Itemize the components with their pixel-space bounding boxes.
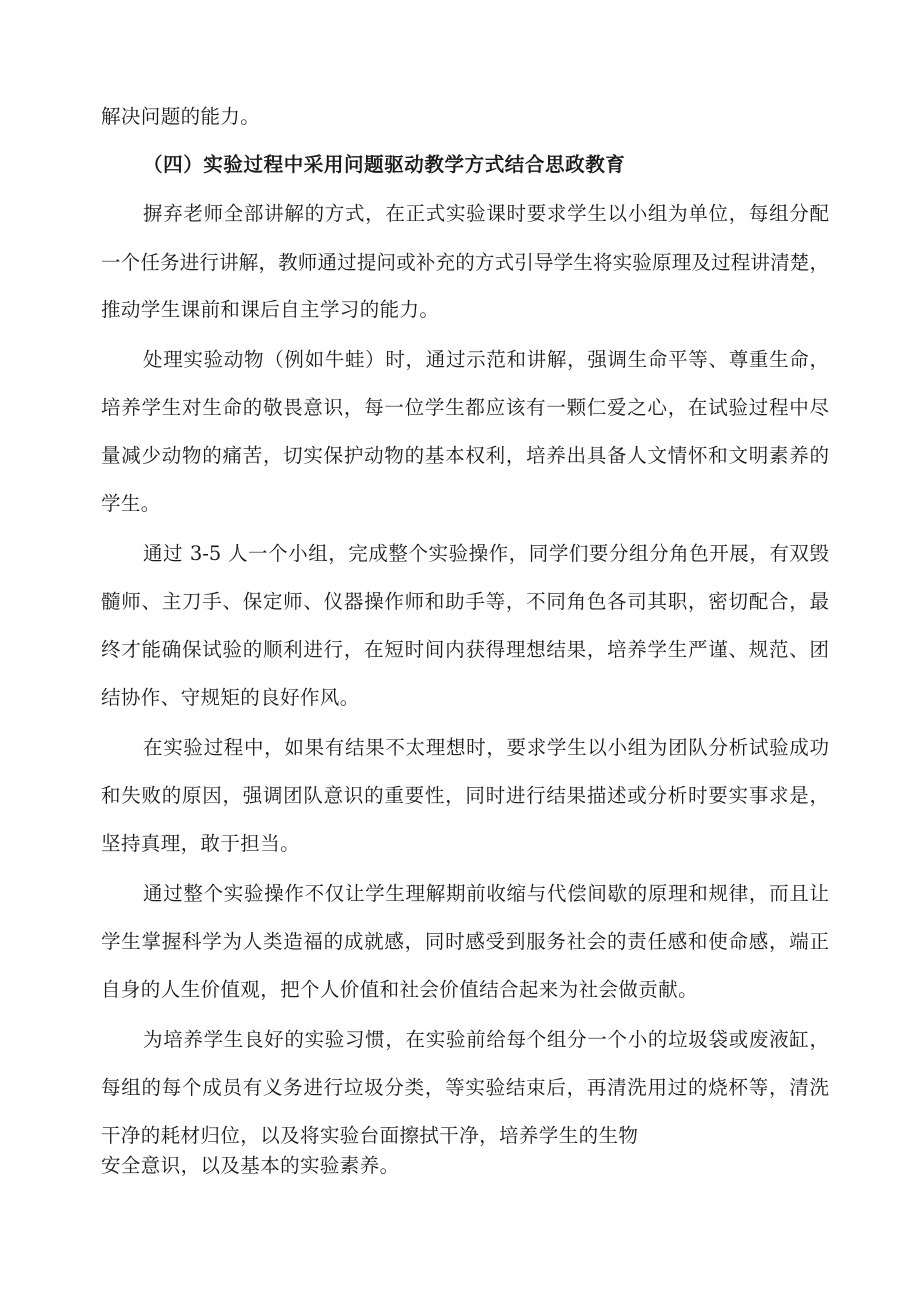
paragraph-line: 摒弃老师全部讲解的方式，在正式实验课时要求学生以小组为单位，每组分配 (143, 202, 829, 225)
paragraph-line: 和失败的原因，强调团队意识的重要性，同时进行结果描述或分析时要实事求是， (101, 784, 829, 807)
paragraph-line: 通过整个实验操作不仅让学生理解期前收缩与代偿间歇的原理和规律，而且让 (143, 882, 829, 905)
paragraph-line: 推动学生课前和课后自主学习的能力。 (101, 298, 440, 321)
paragraph-line: 干净的耗材归位，以及将实验台面擦拭干净，培养学生的生物 (101, 1124, 639, 1147)
paragraph-line: 在实验过程中，如果有结果不太理想时，要求学生以小组为团队分析试验成功 (143, 736, 829, 759)
paragraph-line: 学生。 (101, 492, 161, 515)
paragraph-line: 自身的人生价值观，把个人价值和社会价值结合起来为社会做贡献。 (101, 978, 699, 1001)
paragraph-line: 处理实验动物（例如牛蛙）时，通过示范和讲解，强调生命平等、尊重生命， (143, 348, 829, 371)
paragraph-line: 一个任务进行讲解，教师通过提问或补充的方式引导学生将实验原理及过程讲清楚， (101, 251, 829, 274)
paragraph-line: 每组的每个成员有义务进行垃圾分类，等实验结束后，再清洗用过的烧杯等，清洗 (101, 1076, 829, 1099)
paragraph-line: 解决问题的能力。 (101, 105, 261, 128)
paragraph-line: 通过 3-5 人一个小组，完成整个实验操作，同学们要分组分角色开展，有双毁 (143, 542, 829, 565)
paragraph-line: 为培养学生良好的实验习惯，在实验前给每个组分一个小的垃圾袋或废液缸， (143, 1028, 829, 1051)
paragraph-line: 量减少动物的痛苦，切实保护动物的基本权利，培养出具备人文情怀和文明素养的 (101, 444, 829, 467)
section-heading: （四）实验过程中采用问题驱动教学方式结合思政教育 (143, 153, 626, 176)
paragraph-line: 安全意识，以及基本的实验素养。 (101, 1154, 400, 1177)
paragraph-line: 髓师、主刀手、保定师、仪器操作师和助手等，不同角色各司其职，密切配合，最 (101, 590, 829, 613)
paragraph-line: 结协作、守规矩的良好作风。 (101, 686, 360, 709)
paragraph-line: 培养学生对生命的敬畏意识，每一位学生都应该有一颗仁爱之心，在试验过程中尽 (101, 396, 829, 419)
paragraph-line: 终才能确保试验的顺利进行，在短时间内获得理想结果，培养学生严谨、规范、团 (101, 638, 829, 661)
paragraph-line: 学生掌握科学为人类造福的成就感，同时感受到服务社会的责任感和使命感，端正 (101, 930, 829, 953)
paragraph-line: 坚持真理，敢于担当。 (101, 832, 301, 855)
